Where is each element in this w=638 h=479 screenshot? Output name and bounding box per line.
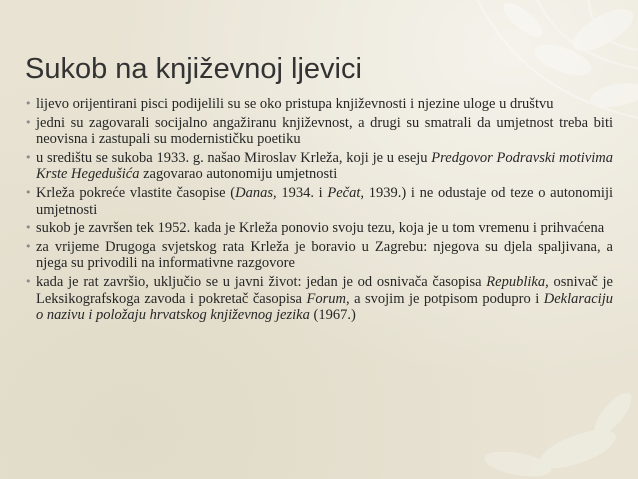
- bullet-text: , a svojim je potpisom podupro i: [345, 290, 544, 307]
- slide-title: Sukob na književnoj ljevici: [25, 53, 362, 85]
- bullet-dot-icon: •: [25, 150, 32, 164]
- bullet-text: , 1934. i: [273, 184, 328, 201]
- bullet-dot-icon: •: [25, 97, 32, 110]
- bullet-text: sukob je završen tek 1952. kada je Krleža ponovio svoju tezu, koja je u tom vremenu i prihvaćena: [36, 220, 605, 237]
- bullet-text-italic: Predgovor Podravski motivima Krste Hegedušića: [36, 149, 614, 183]
- bullet-dot-icon: •: [25, 239, 32, 253]
- bullet-item: [25, 185, 613, 218]
- leaf-watermark-icon: [378, 359, 638, 479]
- bullet-text: u središtu se sukoba 1933. g. našao Miroslav Krleža, koji je u eseju: [36, 149, 432, 166]
- bullet-item: [25, 115, 613, 148]
- bullet-text: Krleža pokreće vlastite časopise (: [36, 184, 236, 201]
- bullet-dot-icon: •: [25, 115, 32, 129]
- bullet-text-italic: Republika: [486, 273, 546, 290]
- bullet-text: , 1939.) i ne odustaje od teze o autonomiji umjetnosti: [36, 184, 614, 218]
- bullet-dot-icon: •: [25, 274, 32, 288]
- bullet-item: [25, 96, 613, 113]
- bullet-dot-icon: •: [25, 221, 32, 235]
- bullet-text-italic: Deklaraciju o nazivu i položaju hrvatskog književnog jezika: [36, 290, 613, 324]
- bullet-text: , osnivač je Leksikografskoga zavoda i pokretač časopisa: [36, 273, 613, 307]
- bullet-text-italic: Forum: [306, 290, 346, 307]
- bullet-text: kada je rat završio, uključio se u javni život: jedan je od osnivača časopisa: [36, 273, 487, 290]
- bullet-list: [25, 96, 613, 326]
- bullet-text: za vrijeme Drugoga svjetskog rata Krleža je boravio u Zagrebu: njegova su djela spaljivana, a njega su privodili na informativne razgovore: [36, 238, 613, 272]
- bullet-text-italic: Danas: [235, 184, 274, 201]
- bullet-item: [25, 274, 613, 324]
- bullet-item: [25, 150, 613, 183]
- bullet-text-italic: Pečat: [327, 184, 361, 201]
- bullet-text: zagovarao autonomiju umjetnosti: [139, 166, 338, 183]
- bullet-text: (1967.): [309, 307, 356, 324]
- bullet-text: jedni su zagovarali socijalno angažiranu književnost, a drugi su smatrali da umjetnost treba biti neovisna i zastupali su modernističku poetiku: [36, 114, 613, 148]
- bullet-text: lijevo orijentirani pisci podijelili su se oko pristupa književnosti i njezine uloge u društvu: [36, 96, 554, 112]
- bullet-item: [25, 220, 613, 237]
- bullet-item: [25, 239, 613, 272]
- bullet-dot-icon: •: [25, 185, 32, 199]
